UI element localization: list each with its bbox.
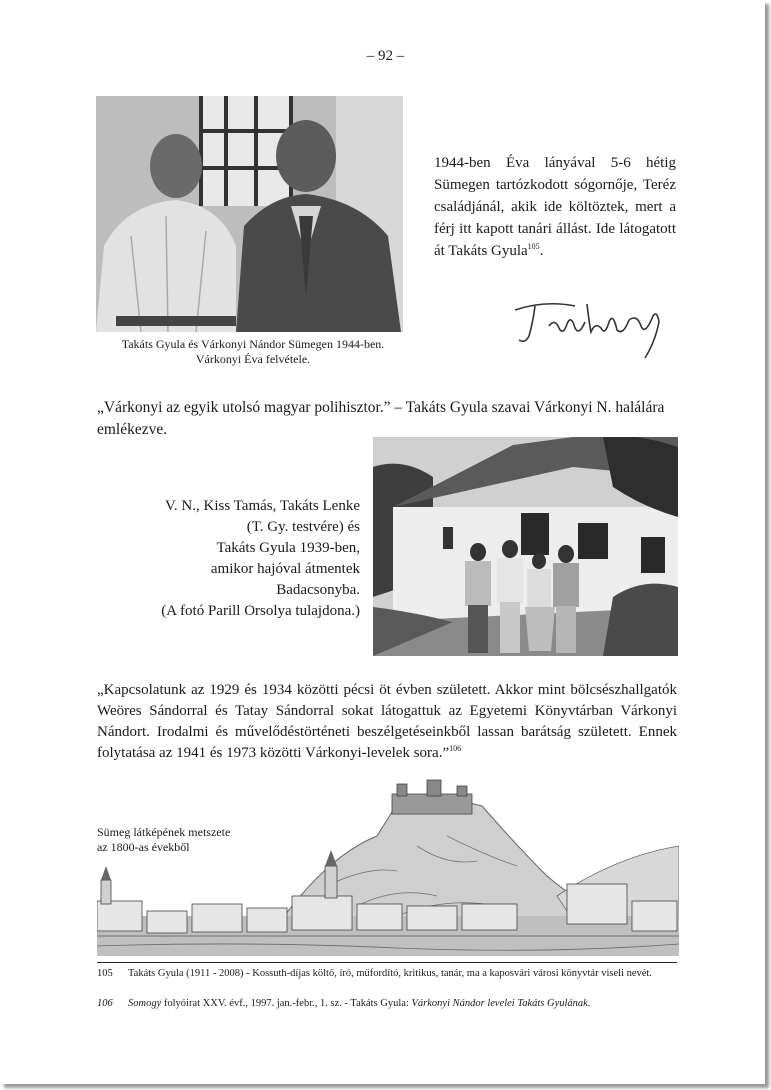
footnote-ref-106: 106 xyxy=(449,744,462,753)
footnote-ref-105: 105 xyxy=(527,242,540,251)
footnote-number: 105 xyxy=(97,968,113,979)
photo-group-caption-line: (A fotó Parill Orsolya tulajdona.) xyxy=(161,603,360,619)
footnote-citation: folyóirat XXV. évf., 1997. jan.-febr., 1. sz. - Takáts Gyula: xyxy=(161,998,412,1009)
photo-group-caption xyxy=(110,496,360,622)
signature-image xyxy=(505,292,675,364)
photo-group-house xyxy=(373,437,678,656)
quote-friendship xyxy=(97,680,677,764)
footnote-text: Takáts Gyula (1911 - 2008) - Kossuth-díjas költő, író, műfordító, kritikus, tanár, ma a kaposvári városi könyvtár viseli nevét. xyxy=(128,968,652,979)
paragraph-visit-end: . xyxy=(539,243,544,259)
photo-two-men-image xyxy=(96,96,403,332)
quote-friendship-text: „Kapcsolatunk az 1929 és 1934 közötti pécsi öt évben született. Akkor mint bölcsészhallgatók Weöres Sándorral és Tatay Sándorral sokat látogattuk az Egyetemi Könyvtárban Várkonyi Nándort. Irodalmi és művelődéstörténeti beszélgetéseinkből lassan barátság született. Ennek folytatása az 1941 és 1973 közötti Várkonyi-levelek sora.” xyxy=(97,682,677,761)
photo-group-house-image xyxy=(373,437,678,656)
footnote-journal: Somogy xyxy=(128,998,162,1009)
photo-group-caption-line: Badacsonyba. xyxy=(276,582,360,598)
photo-group-caption-line: amikor hajóval átmentek xyxy=(210,561,360,577)
footnote-number: 106 xyxy=(97,998,113,1009)
engraving-caption-line2: az 1800-as évekből xyxy=(97,840,190,854)
engraving-caption-line1: Sümeg látképének metszete xyxy=(97,825,231,839)
paragraph-visit xyxy=(434,152,676,262)
footnote-separator xyxy=(97,962,677,963)
footnote-105 xyxy=(97,967,679,980)
photo-group-caption-line: Takáts Gyula 1939-ben, xyxy=(216,540,360,556)
footnote-106 xyxy=(97,997,679,1010)
footnote-article-title: Várkonyi Nándor levelei Takáts Gyulának. xyxy=(411,998,591,1009)
photo-group-caption-line: (T. Gy. testvére) és xyxy=(246,519,360,535)
engraving-sumeg xyxy=(97,776,679,956)
quote-polyhistor: „Várkonyi az egyik utolsó magyar polihisztor.” – Takáts Gyula szavai Várkonyi N. halálára emlékezve. xyxy=(97,399,665,438)
engraving-caption xyxy=(97,825,257,855)
photo-two-men xyxy=(96,96,403,332)
photo-two-men-caption-line1: Takáts Gyula és Várkonyi Nándor Sümegen 1944-ben. xyxy=(121,337,385,351)
paragraph-visit-text: 1944-ben Éva lányával 5-6 hétig Sümegen tartózkodott sógornője, Teréz családjánál, akik ide költöztek, mert a férj itt kapott tanári állást. Ide látogatott át Takáts Gyula xyxy=(434,155,676,259)
photo-two-men-caption xyxy=(88,337,418,367)
photo-group-caption-line: V. N., Kiss Tamás, Takáts Lenke xyxy=(165,498,360,514)
page-number: – 92 – xyxy=(366,48,405,64)
photo-two-men-caption-line2: Várkonyi Éva felvétele. xyxy=(195,352,311,366)
footnote-text xyxy=(128,997,679,1010)
